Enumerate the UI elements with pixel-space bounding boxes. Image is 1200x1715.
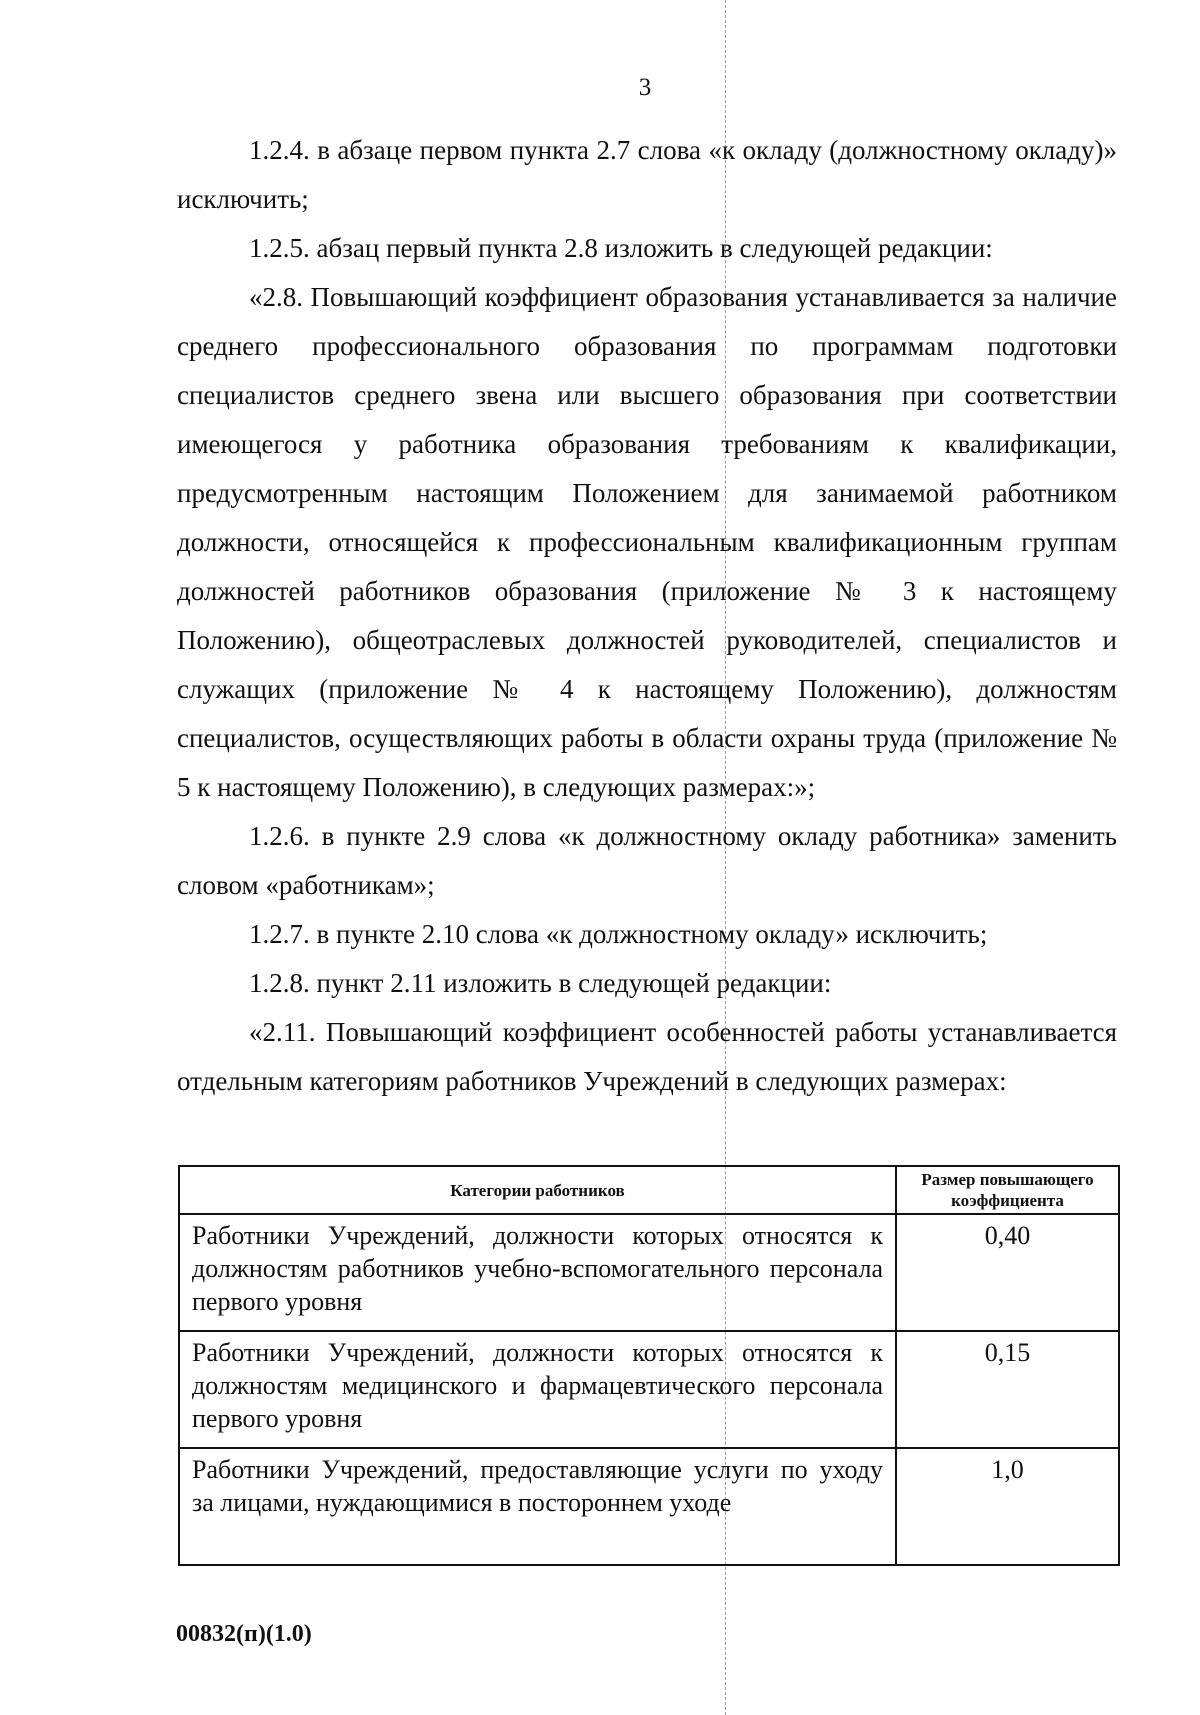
row-category: Работники Учреждений, должности которых относятся к должностям работников учебно-вспомогательного персонала первого уровня <box>179 1214 896 1331</box>
paragraph-1-2-6: 1.2.6. в пункте 2.9 слова «к должностному окладу работника» заменить словом «работникам»; <box>177 821 1117 900</box>
table-row <box>179 1214 1119 1331</box>
document-body <box>177 126 1117 1106</box>
row-category: Работники Учреждений, должности которых относятся к должностям медицинского и фармацевтического персонала первого уровня <box>179 1331 896 1448</box>
row-category: Работники Учреждений, предоставляющие услуги по уходу за лицами, нуждающимися в постороннем уходе <box>179 1448 896 1565</box>
row-coefficient: 0,40 <box>896 1214 1119 1331</box>
table-row <box>179 1448 1119 1565</box>
header-category: Категории работников <box>179 1166 896 1214</box>
paragraph-1-2-4: 1.2.4. в абзаце первом пункта 2.7 слова «к окладу (должностному окладу)» исключить; <box>177 135 1117 214</box>
page-number: 3 <box>638 74 652 101</box>
document-code: 00832(п)(1.0) <box>176 1621 312 1647</box>
row-coefficient: 1,0 <box>896 1448 1119 1565</box>
paragraph-1-2-7: 1.2.7. в пункте 2.10 слова «к должностному окладу» исключить; <box>249 919 988 949</box>
row-coefficient: 0,15 <box>896 1331 1119 1448</box>
coefficient-table <box>178 1165 1120 1566</box>
paragraph-1-2-5: 1.2.5. абзац первый пункта 2.8 изложить в следующей редакции: <box>249 233 993 263</box>
table-row <box>179 1331 1119 1448</box>
paragraph-2-11: «2.11. Повышающий коэффициент особенностей работы устанавливается отдельным категориям работников Учреждений в следующих размерах: <box>177 1017 1117 1096</box>
paragraph-1-2-8: 1.2.8. пункт 2.11 изложить в следующей редакции: <box>249 968 832 998</box>
header-coefficient: Размер повышающего коэффициента <box>896 1166 1119 1214</box>
table-header-row <box>179 1166 1119 1214</box>
paragraph-2-8: «2.8. Повышающий коэффициент образования устанавливается за наличие среднего профессионального образования по программам подготовки специалистов среднего звена или высшего образования при соответствии имеющегося у работника образования требованиям к квалификации, предусмотренным настоящим Положением для занимаемой работником должности, относящейся к профессиональным квалификационным группам должностей работников образования (приложение № 3 к настоящему Положению), общеотраслевых должностей руководителей, специалистов и служащих (приложение № 4 к настоящему Положению), должностям специалистов, осуществляющих работы в области охраны труда (приложение № 5 к настоящему Положению), в следующих размерах:»; <box>177 282 1117 802</box>
